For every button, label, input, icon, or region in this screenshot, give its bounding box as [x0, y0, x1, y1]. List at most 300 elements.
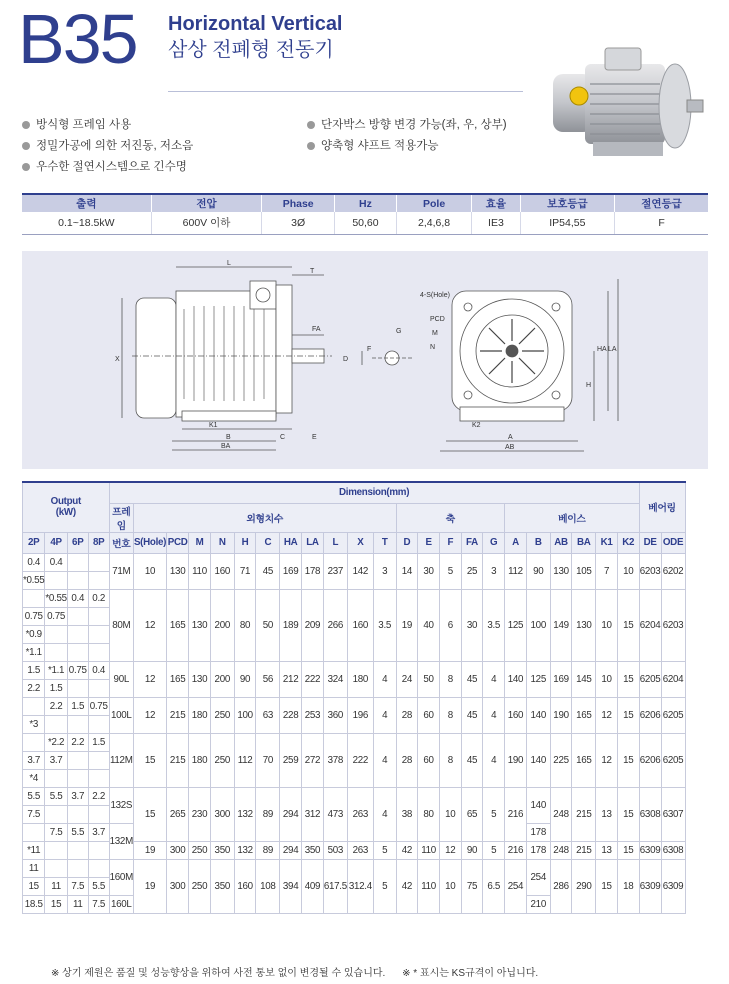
dim-cell: 222 — [302, 661, 324, 697]
dim-cell: 45 — [256, 553, 280, 589]
dim-cell: 60 — [418, 733, 440, 787]
pole-header: 4P — [45, 532, 67, 553]
output-cell — [23, 697, 45, 715]
dim-cell: 42 — [396, 841, 418, 859]
dim-cell: 215 — [572, 841, 596, 859]
dim-cell: 90 — [461, 841, 483, 859]
output-cell — [45, 625, 67, 643]
output-cell: *1.1 — [45, 661, 67, 679]
output-cell: 11 — [67, 895, 88, 913]
dim-cell: 378 — [323, 733, 347, 787]
dim-col-header: HA — [280, 532, 302, 553]
dim-cell: 140 — [526, 787, 550, 823]
dim-cell: 6205 — [661, 733, 685, 787]
output-cell: *1.1 — [23, 643, 45, 661]
output-cell: 11 — [23, 859, 45, 877]
output-cell: 1.5 — [88, 733, 109, 751]
frame-cell: 112M — [109, 733, 133, 787]
dim-cell: 6 — [439, 589, 461, 661]
output-cell — [67, 751, 88, 769]
output-cell: *11 — [23, 841, 45, 859]
dim-cell: 253 — [302, 697, 324, 733]
dim-cell: 160 — [505, 697, 527, 733]
dim-label-e: E — [312, 434, 317, 441]
dim-cell: 25 — [461, 553, 483, 589]
output-cell: 1.5 — [67, 697, 88, 715]
dim-cell: 6309 — [639, 859, 661, 913]
dim-cell: 15 — [617, 733, 639, 787]
output-cell: 15 — [45, 895, 67, 913]
dim-cell: 132 — [234, 787, 256, 841]
dim-cell: 3.5 — [483, 589, 505, 661]
base-header: 베이스 — [505, 503, 640, 532]
dim-cell: 100 — [234, 697, 256, 733]
dim-label-k1: K1 — [209, 422, 218, 429]
dim-cell: 130 — [572, 589, 596, 661]
dim-cell: 6.5 — [483, 859, 505, 913]
dim-cell: 200 — [210, 589, 234, 661]
dim-cell: 70 — [256, 733, 280, 787]
dim-label-t: T — [310, 268, 315, 275]
dim-cell: 15 — [617, 589, 639, 661]
dim-cell: 40 — [418, 589, 440, 661]
dim-col-header: N — [210, 532, 234, 553]
output-cell: *0.55 — [23, 571, 45, 589]
dim-cell: 6308 — [639, 787, 661, 841]
model-number: B35 — [18, 0, 137, 78]
dim-cell: 6204 — [661, 661, 685, 697]
output-cell: 1.5 — [45, 679, 67, 697]
dim-cell: 110 — [418, 841, 440, 859]
pole-header: 2P — [23, 532, 45, 553]
dim-cell: 6203 — [639, 553, 661, 589]
spec-cell: F — [615, 212, 708, 234]
dim-label-la: LA — [608, 346, 617, 353]
dim-cell: 13 — [596, 787, 618, 841]
output-cell: 5.5 — [45, 787, 67, 805]
dimension-table — [22, 481, 709, 914]
dim-cell: 200 — [210, 661, 234, 697]
output-cell — [45, 859, 67, 877]
dim-label-c: C — [280, 434, 286, 441]
dim-cell: 105 — [572, 553, 596, 589]
feature-item: 양축형 샤프트 적용가능 — [307, 139, 507, 160]
dim-col-header: LA — [302, 532, 324, 553]
output-cell — [88, 805, 109, 823]
dim-cell: 89 — [256, 841, 280, 859]
dim-cell: 50 — [418, 661, 440, 697]
dim-cell: 132 — [234, 841, 256, 859]
dim-cell: 160 — [347, 589, 373, 661]
dim-cell: 4 — [483, 733, 505, 787]
spec-cell: 600V 이하 — [151, 212, 262, 234]
dim-label-g: G — [396, 328, 402, 335]
dim-cell: 312.4 — [347, 859, 373, 913]
dim-cell: 6206 — [639, 697, 661, 733]
dim-label-n: N — [430, 344, 436, 351]
dim-cell: 360 — [323, 697, 347, 733]
dim-cell: 142 — [347, 553, 373, 589]
dim-cell: 12 — [439, 841, 461, 859]
output-cell — [67, 625, 88, 643]
dim-cell: 3 — [483, 553, 505, 589]
dim-cell: 5 — [439, 553, 461, 589]
dim-cell: 324 — [323, 661, 347, 697]
output-cell: 0.4 — [67, 589, 88, 607]
dim-cell: 38 — [396, 787, 418, 841]
dim-cell: 19 — [133, 859, 166, 913]
feature-list-left — [22, 118, 193, 181]
dim-cell: 10 — [439, 787, 461, 841]
dim-cell: 190 — [505, 733, 527, 787]
bearing-header: 베어링 — [639, 482, 685, 532]
dim-col-header: PCD — [167, 532, 189, 553]
dim-cell: 19 — [396, 589, 418, 661]
dim-label-f: F — [367, 346, 372, 353]
dim-cell: 196 — [347, 697, 373, 733]
feature-item: 우수한 절연시스템으로 긴수명 — [22, 160, 193, 181]
output-cell: *0.55 — [45, 589, 67, 607]
output-cell: 5.5 — [88, 877, 109, 895]
dim-cell: 209 — [302, 589, 324, 661]
dim-cell: 215 — [167, 697, 189, 733]
output-cell: 15 — [23, 877, 45, 895]
dim-cell: 125 — [505, 589, 527, 661]
outer-dim-header: 외형치수 — [133, 503, 396, 532]
dim-cell: 4 — [483, 661, 505, 697]
output-cell: 0.4 — [23, 553, 45, 571]
dim-col-header: B — [526, 532, 550, 553]
frame-cell: 160M — [109, 859, 133, 895]
dim-cell: 7 — [596, 553, 618, 589]
output-cell: 0.75 — [67, 661, 88, 679]
dim-cell: 6206 — [639, 733, 661, 787]
dim-col-header: S(Hole) — [133, 532, 166, 553]
dim-label-b: B — [226, 434, 231, 441]
dim-cell: 10 — [617, 553, 639, 589]
dim-cell: 140 — [526, 733, 550, 787]
spec-header: 보호등급 — [520, 194, 614, 212]
spec-header: 효율 — [472, 194, 520, 212]
dim-cell: 14 — [396, 553, 418, 589]
dim-cell: 248 — [550, 787, 572, 841]
dim-cell: 3.5 — [373, 589, 396, 661]
table-row — [23, 589, 709, 607]
dim-cell: 130 — [189, 589, 211, 661]
spec-cell: 3Ø — [262, 212, 335, 234]
dim-col-header: A — [505, 532, 527, 553]
dim-col-header: E — [418, 532, 440, 553]
dim-cell: 250 — [210, 697, 234, 733]
dim-col-header: M — [189, 532, 211, 553]
output-cell — [67, 805, 88, 823]
output-cell: 3.7 — [88, 823, 109, 841]
dim-cell: 160 — [210, 553, 234, 589]
footnote: ※ * 표시는 KS규격이 아닙니다. — [402, 968, 539, 979]
dim-cell: 10 — [596, 661, 618, 697]
dim-label-h: H — [586, 382, 592, 389]
dim-cell: 13 — [596, 841, 618, 859]
output-cell: 7.5 — [67, 877, 88, 895]
dim-cell: 503 — [323, 841, 347, 859]
output-cell — [67, 643, 88, 661]
dim-cell: 63 — [256, 697, 280, 733]
dim-cell: 45 — [461, 733, 483, 787]
frame-cell: 160L — [109, 895, 133, 913]
frame-cell: 132S — [109, 787, 133, 823]
table-row — [23, 661, 709, 679]
dim-cell: 294 — [280, 787, 302, 841]
output-cell — [88, 715, 109, 733]
dimension-header: Dimension(mm) — [109, 482, 639, 503]
output-cell — [67, 715, 88, 733]
dim-cell: 294 — [280, 841, 302, 859]
output-cell: 0.75 — [45, 607, 67, 625]
dim-cell: 15 — [617, 787, 639, 841]
dim-cell: 180 — [347, 661, 373, 697]
frame-number-header: 번호 — [109, 532, 133, 553]
dim-cell: 165 — [167, 589, 189, 661]
dim-cell: 190 — [550, 697, 572, 733]
dim-col-header: ODE — [661, 532, 685, 553]
dim-cell: 15 — [133, 733, 166, 787]
dim-cell: 4 — [373, 787, 396, 841]
output-cell — [88, 841, 109, 859]
output-cell: 1.5 — [23, 661, 45, 679]
dim-cell: 263 — [347, 787, 373, 841]
dim-col-header: K2 — [617, 532, 639, 553]
dim-cell: 30 — [418, 553, 440, 589]
footnote: ※ 상기 제원은 품질 및 성능향상을 위하여 사전 통보 없이 변경될 수 있습니다. — [51, 968, 386, 979]
dim-cell: 228 — [280, 697, 302, 733]
spec-header: Pole — [396, 194, 471, 212]
dim-cell: 5 — [483, 841, 505, 859]
dim-cell: 90 — [234, 661, 256, 697]
dim-cell: 215 — [167, 733, 189, 787]
output-cell — [67, 679, 88, 697]
dim-cell: 6205 — [639, 661, 661, 697]
dim-cell: 140 — [505, 661, 527, 697]
dim-cell: 15 — [133, 787, 166, 841]
dim-cell: 6205 — [661, 697, 685, 733]
dim-cell: 8 — [439, 733, 461, 787]
output-cell: 7.5 — [88, 895, 109, 913]
dim-cell: 130 — [189, 661, 211, 697]
dim-cell: 6204 — [639, 589, 661, 661]
dim-cell: 617.5 — [323, 859, 347, 913]
spec-header: 출력 — [22, 194, 151, 212]
dim-col-header: K1 — [596, 532, 618, 553]
output-cell — [88, 571, 109, 589]
output-cell: 7.5 — [23, 805, 45, 823]
output-cell — [67, 607, 88, 625]
dim-cell: 312 — [302, 787, 324, 841]
dim-cell: 169 — [280, 553, 302, 589]
dim-cell: 259 — [280, 733, 302, 787]
dim-cell: 108 — [256, 859, 280, 913]
dim-cell: 272 — [302, 733, 324, 787]
dim-cell: 110 — [189, 553, 211, 589]
dim-cell: 42 — [396, 859, 418, 913]
output-cell — [45, 769, 67, 787]
frame-cell: 132M — [109, 823, 133, 859]
dim-label-x: X — [115, 356, 120, 363]
dim-cell: 50 — [256, 589, 280, 661]
output-cell: 0.4 — [45, 553, 67, 571]
dim-cell: 130 — [167, 553, 189, 589]
dim-cell: 112 — [505, 553, 527, 589]
dim-cell: 10 — [133, 553, 166, 589]
frame-cell: 100L — [109, 697, 133, 733]
output-cell — [45, 643, 67, 661]
output-cell: 0.75 — [23, 607, 45, 625]
dim-cell: 300 — [167, 841, 189, 859]
output-cell: 3.7 — [23, 751, 45, 769]
spec-header: Hz — [334, 194, 396, 212]
motor-product-image — [545, 34, 705, 174]
dim-cell: 300 — [210, 787, 234, 841]
feature-item: 방식형 프레임 사용 — [22, 118, 193, 139]
output-cell — [88, 859, 109, 877]
dim-label-m: M — [432, 330, 438, 337]
dim-cell: 165 — [167, 661, 189, 697]
spec-cell: 50,60 — [334, 212, 396, 234]
dim-cell: 4 — [373, 661, 396, 697]
dim-cell: 473 — [323, 787, 347, 841]
dim-cell: 89 — [256, 787, 280, 841]
output-cell — [88, 751, 109, 769]
dim-cell: 5 — [483, 787, 505, 841]
dim-cell: 250 — [210, 733, 234, 787]
dim-cell: 71 — [234, 553, 256, 589]
dim-cell: 15 — [617, 661, 639, 697]
dim-cell: 45 — [461, 697, 483, 733]
dim-cell: 60 — [418, 697, 440, 733]
dim-cell: 216 — [505, 841, 527, 859]
frame-cell: 90L — [109, 661, 133, 697]
dim-label-fa: FA — [312, 326, 321, 333]
output-cell: 7.5 — [45, 823, 67, 841]
dim-label-d: D — [343, 356, 349, 363]
output-cell — [88, 607, 109, 625]
output-cell: 5.5 — [67, 823, 88, 841]
dim-cell: 250 — [189, 841, 211, 859]
dim-cell: 6203 — [661, 589, 685, 661]
output-cell — [67, 571, 88, 589]
dim-col-header: DE — [639, 532, 661, 553]
dim-cell: 10 — [439, 859, 461, 913]
dim-cell: 125 — [526, 661, 550, 697]
output-cell — [67, 769, 88, 787]
dim-cell: 230 — [189, 787, 211, 841]
dim-cell: 28 — [396, 733, 418, 787]
dim-label-ha: HA — [597, 346, 607, 353]
spec-cell: 2,4,6,8 — [396, 212, 471, 234]
dim-cell: 6309 — [661, 859, 685, 913]
spec-table — [22, 193, 708, 235]
dim-cell: 8 — [439, 697, 461, 733]
dim-cell: 12 — [133, 589, 166, 661]
output-cell — [88, 553, 109, 571]
dim-cell: 15 — [617, 841, 639, 859]
output-cell — [45, 841, 67, 859]
dim-label-a: A — [508, 434, 513, 441]
output-cell: *4 — [23, 769, 45, 787]
output-cell — [67, 553, 88, 571]
pole-header: 8P — [88, 532, 109, 553]
dim-cell: 12 — [596, 697, 618, 733]
dim-label-ba: BA — [221, 443, 231, 450]
spec-cell: IP54,55 — [520, 212, 614, 234]
dim-cell: 6307 — [661, 787, 685, 841]
dim-cell: 15 — [617, 697, 639, 733]
dim-cell: 169 — [550, 661, 572, 697]
output-cell: 2.2 — [45, 697, 67, 715]
dim-label-ab: AB — [505, 444, 515, 451]
dim-cell: 394 — [280, 859, 302, 913]
dim-cell: 254 — [505, 859, 527, 913]
output-cell — [45, 805, 67, 823]
dim-cell: 10 — [596, 589, 618, 661]
dim-cell: 19 — [133, 841, 166, 859]
dim-cell: 350 — [210, 859, 234, 913]
output-cell: 18.5 — [23, 895, 45, 913]
dim-cell: 212 — [280, 661, 302, 697]
dim-col-header: G — [483, 532, 505, 553]
dim-cell: 178 — [302, 553, 324, 589]
feature-list-right — [307, 118, 507, 160]
header-divider — [168, 91, 523, 92]
dim-cell: 263 — [347, 841, 373, 859]
table-row — [23, 697, 709, 715]
dim-cell: 145 — [572, 661, 596, 697]
output-cell — [23, 733, 45, 751]
spec-header: Phase — [262, 194, 335, 212]
dim-cell: 28 — [396, 697, 418, 733]
technical-drawing — [22, 251, 708, 469]
dim-cell: 215 — [572, 787, 596, 841]
dim-col-header: AB — [550, 532, 572, 553]
dim-cell: 6308 — [661, 841, 685, 859]
dim-cell: 265 — [167, 787, 189, 841]
dim-col-header: F — [439, 532, 461, 553]
output-cell — [23, 589, 45, 607]
dim-cell: 165 — [572, 697, 596, 733]
dim-cell: 5 — [373, 841, 396, 859]
title-english: Horizontal Vertical — [168, 13, 343, 35]
dim-cell: 254 — [526, 859, 550, 895]
spec-cell: IE3 — [472, 212, 520, 234]
feature-item: 단자박스 방향 변경 가능(좌, 우, 상부) — [307, 118, 507, 139]
output-cell: 2.2 — [23, 679, 45, 697]
dim-col-header: FA — [461, 532, 483, 553]
output-cell: *0.9 — [23, 625, 45, 643]
output-cell — [67, 859, 88, 877]
footnotes — [51, 964, 552, 979]
dim-label-pcd: PCD — [430, 316, 445, 323]
dim-cell: 30 — [461, 589, 483, 661]
dim-cell: 12 — [596, 733, 618, 787]
output-header: Output (kW) — [23, 482, 110, 532]
output-cell — [45, 571, 67, 589]
dim-label-k2: K2 — [472, 422, 481, 429]
dim-cell: 3 — [373, 553, 396, 589]
spec-cell: 0.1~18.5kW — [22, 212, 151, 234]
dim-cell: 4 — [483, 697, 505, 733]
dim-cell: 80 — [234, 589, 256, 661]
dim-col-header: X — [347, 532, 373, 553]
dim-cell: 222 — [347, 733, 373, 787]
